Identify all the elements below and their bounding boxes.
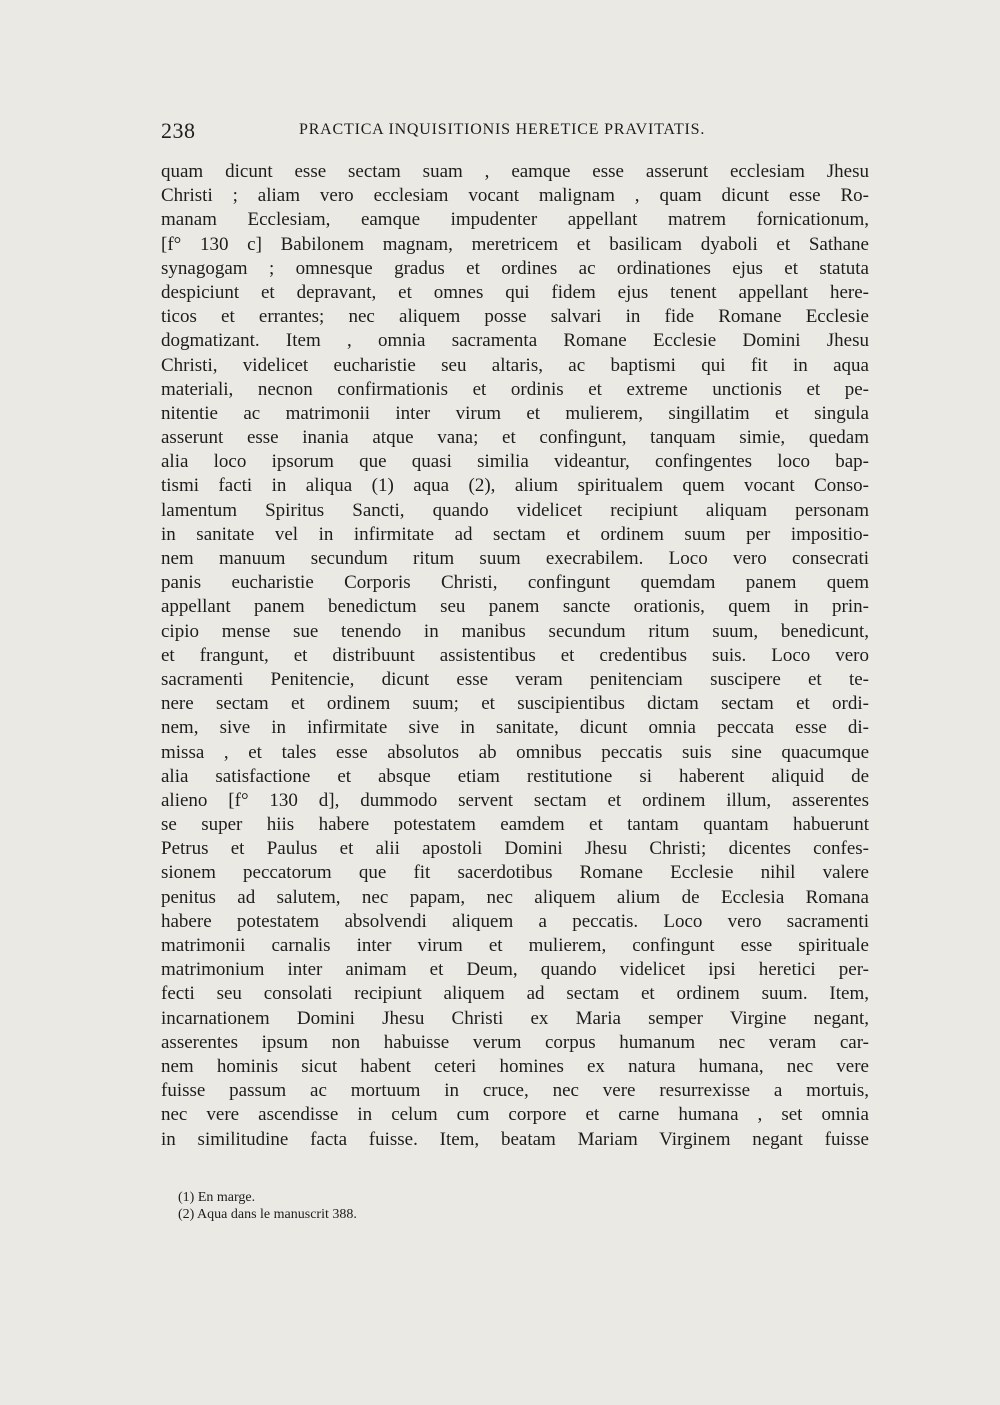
text-line: asserunt esse inania atque vana; et confingunt, tanquam simie, quedam xyxy=(161,427,869,449)
text-line: habere potestatem absolvendi aliquem a peccatis. Loco vero sacramenti xyxy=(161,910,869,932)
text-line: manam Ecclesiam, eamque impudenter appellant matrem fornicationum, xyxy=(161,209,869,231)
text-line: sionem peccatorum que fit sacerdotibus Romane Ecclesie nihil valere xyxy=(161,862,869,884)
text-line: matrimonium inter animam et Deum, quando videlicet ipsi heretici per- xyxy=(161,959,869,981)
text-line: materiali, necnon confirmationis et ordinis et extreme unctionis et pe- xyxy=(161,378,869,400)
text-line: nere sectam et ordinem suum; et suscipientibus dictam sectam et ordi- xyxy=(161,693,869,715)
text-line: fecti seu consolati recipiunt aliquem ad sectam et ordinem suum. Item, xyxy=(161,983,869,1005)
text-line: nem hominis sicut habent ceteri homines ex natura humana, nec vere xyxy=(161,1055,869,1077)
page-number: 238 xyxy=(161,118,196,143)
text-line: synagogam ; omnesque gradus et ordines ac ordinationes ejus et statuta xyxy=(161,257,869,279)
running-title: PRACTICA INQUISITIONIS HERETICE PRAVITATIS. xyxy=(299,121,706,138)
text-line: incarnationem Domini Jhesu Christi ex Maria semper Virgine negant, xyxy=(161,1007,869,1029)
page-header xyxy=(161,118,871,148)
footnotes xyxy=(178,1189,678,1223)
body-text xyxy=(161,160,869,1152)
text-line: Christi, videlicet eucharistie seu altaris, ac baptismi qui fit in aqua xyxy=(161,354,869,376)
text-line: appellant panem benedictum seu panem sancte orationis, quem in prin- xyxy=(161,596,869,618)
text-line: alia loco ipsorum que quasi similia videantur, confingentes loco bap- xyxy=(161,451,869,473)
text-line: missa , et tales esse absolutos ab omnibus peccatis suis sine quacumque xyxy=(161,741,869,763)
text-line: nem, sive in infirmitate sive in sanitate, dicunt omnia peccata esse di- xyxy=(161,717,869,739)
text-line: Christi ; aliam vero ecclesiam vocant malignam , quam dicunt esse Ro- xyxy=(161,185,869,207)
text-line: sacramenti Penitencie, dicunt esse veram penitenciam suscipere et te- xyxy=(161,668,869,690)
text-line: matrimonii carnalis inter virum et mulierem, confingunt esse spirituale xyxy=(161,935,869,956)
text-line: nec vere ascendisse in celum cum corpore et carne humana , set omnia xyxy=(161,1104,869,1126)
text-line: ticos et errantes; nec aliquem posse salvari in fide Romane Ecclesie xyxy=(161,306,869,328)
text-line: alieno [f° 130 d], dummodo servent sectam et ordinem illum, asserentes xyxy=(161,789,869,811)
text-line: in similitudine facta fuisse. Item, beatam Mariam Virginem negant fuisse xyxy=(161,1128,869,1150)
text-line: [f° 130 c] Babilonem magnam, meretricem et basilicam dyaboli et Sathane xyxy=(161,233,869,255)
text-line: nem manuum secundum ritum suum execrabilem. Loco vero consecrati xyxy=(161,548,869,569)
text-line: Petrus et Paulus et alii apostoli Domini Jhesu Christi; dicentes confes- xyxy=(161,838,869,860)
text-line: lamentum Spiritus Sancti, quando videlicet recipiunt aliquam personam xyxy=(161,499,869,521)
text-line: nitentie ac matrimonii inter virum et mulierem, singillatim et singula xyxy=(161,402,869,424)
text-line: panis eucharistie Corporis Christi, confingunt quemdam panem quem xyxy=(161,572,869,594)
text-line: fuisse passum ac mortuum in cruce, nec vere resurrexisse a mortuis, xyxy=(161,1080,869,1102)
footnote: (2) Aqua dans le manuscrit 388. xyxy=(178,1207,357,1222)
footnote: (1) En marge. xyxy=(178,1190,256,1205)
text-line: dogmatizant. Item , omnia sacramenta Romane Ecclesie Domini Jhesu xyxy=(161,330,869,352)
text-line: alia satisfactione et absque etiam restitutione si haberent aliquid de xyxy=(161,765,869,787)
text-line: cipio mense sue tenendo in manibus secundum ritum suum, benedicunt, xyxy=(161,620,869,642)
text-line: despiciunt et depravant, et omnes qui fidem ejus tenent appellant here- xyxy=(161,281,869,303)
text-line: quam dicunt esse sectam suam , eamque esse asserunt ecclesiam Jhesu xyxy=(161,161,869,182)
text-line: in sanitate vel in infirmitate ad sectam et ordinem suum per impositio- xyxy=(161,523,869,545)
text-line: asserentes ipsum non habuisse verum corpus humanum nec veram car- xyxy=(161,1031,869,1053)
text-line: penitus ad salutem, nec papam, nec aliquem alium de Ecclesia Romana xyxy=(161,886,869,908)
text-line: se super hiis habere potestatem eamdem et tantam quantam habuerunt xyxy=(161,814,869,836)
text-line: et frangunt, et distribuunt assistentibus et credentibus suis. Loco vero xyxy=(161,644,869,666)
text-line: tismi facti in aliqua (1) aqua (2), alium spiritualem quem vocant Conso- xyxy=(161,475,869,497)
